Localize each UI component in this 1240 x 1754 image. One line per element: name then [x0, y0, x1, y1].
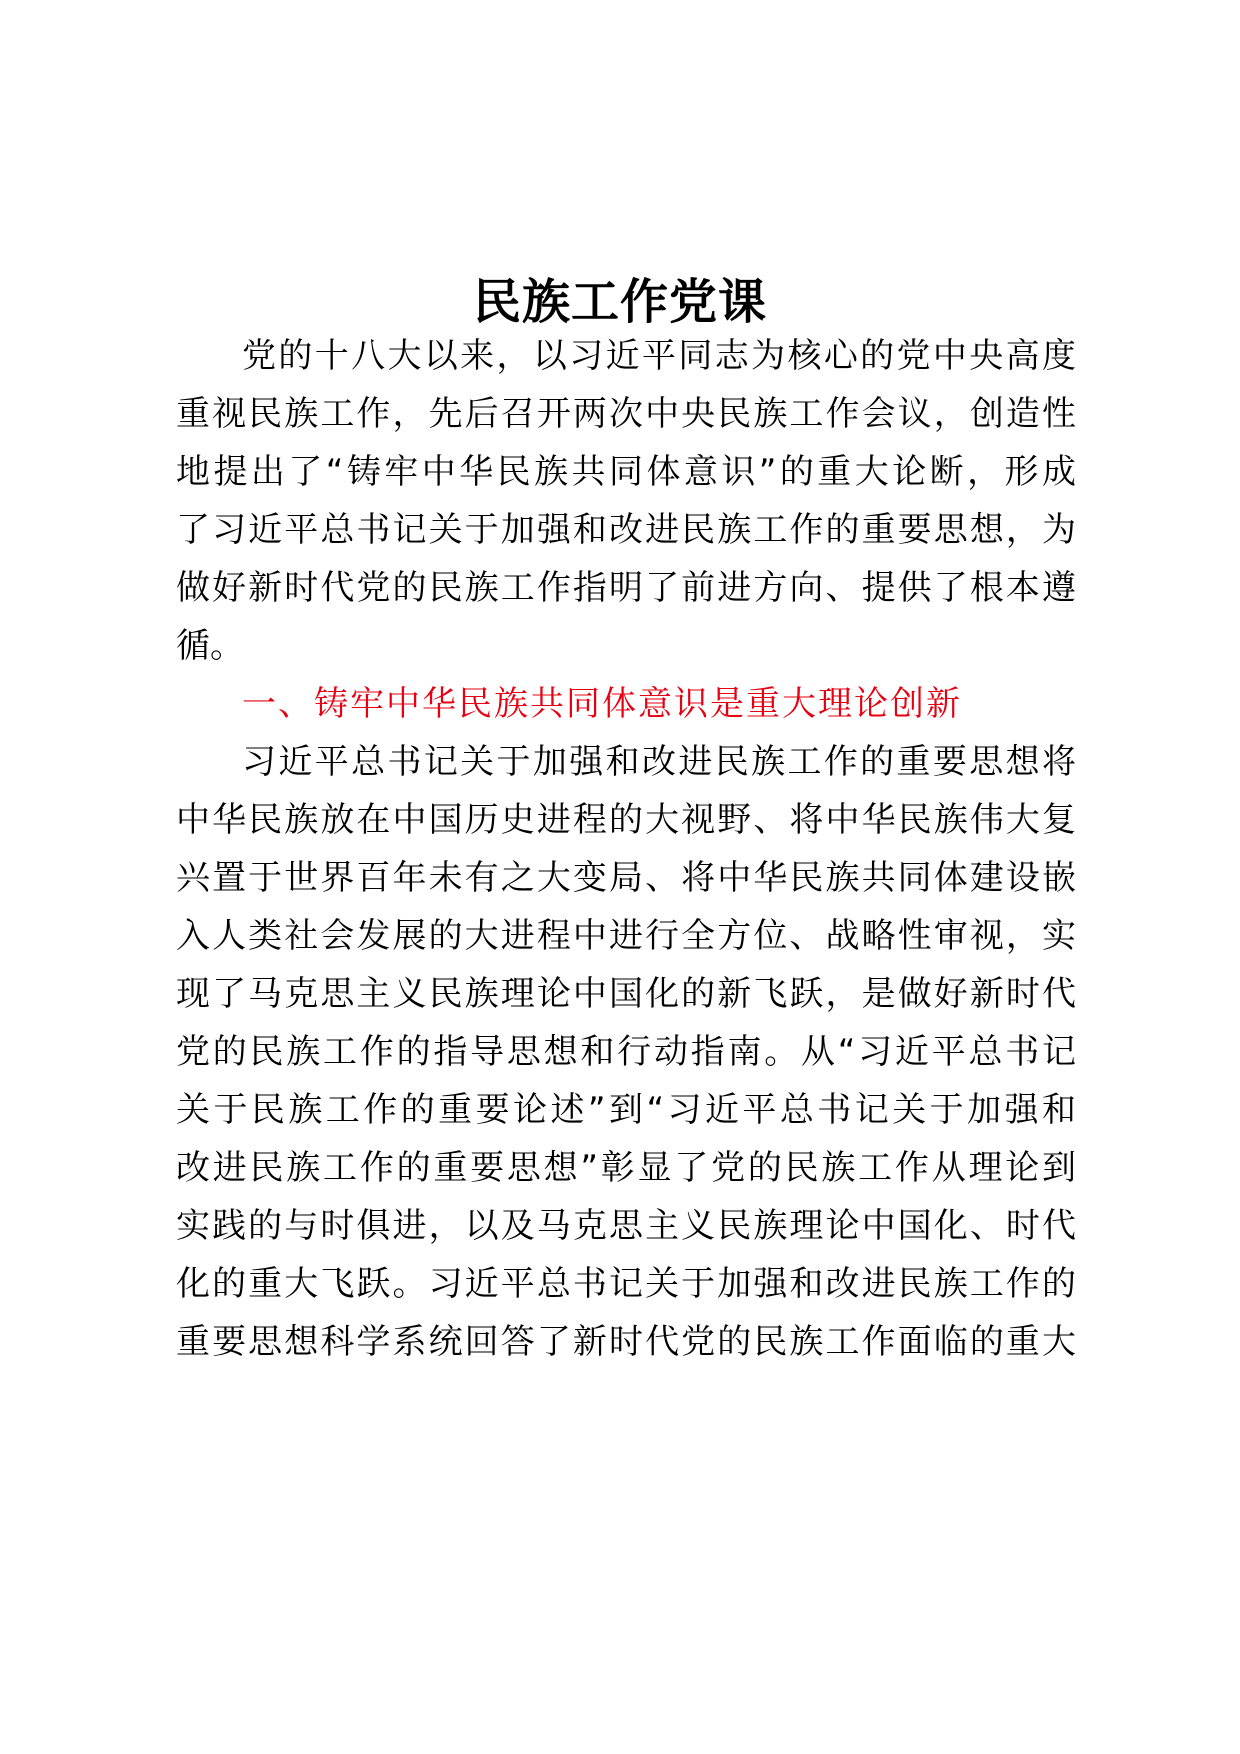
paragraph-2-line-11: 重要思想科学系统回答了新时代党的民族工作面临的重大	[176, 1322, 1076, 1362]
paragraph-2-line-8: 改进民族工作的重要思想”彰显了党的民族工作从理论到	[176, 1148, 1076, 1188]
section-heading-1: 一、铸牢中华民族共同体意识是重大理论创新	[242, 684, 962, 724]
paragraph-2-line-7: 关于民族工作的重要论述”到“习近平总书记关于加强和	[176, 1090, 1076, 1130]
paragraph-1-line-5: 做好新时代党的民族工作指明了前进方向、提供了根本遵	[176, 568, 1076, 608]
paragraph-2-line-2: 中华民族放在中国历史进程的大视野、将中华民族伟大复	[176, 800, 1076, 840]
document-title: 民族工作党课	[472, 274, 767, 330]
paragraph-2-line-4: 入人类社会发展的大进程中进行全方位、战略性审视，实	[176, 916, 1076, 956]
paragraph-1-line-1: 党的十八大以来，以习近平同志为核心的党中央高度	[242, 336, 1076, 376]
paragraph-1-line-6: 循。	[176, 626, 244, 666]
paragraph-1-line-3: 地提出了“铸牢中华民族共同体意识”的重大论断，形成	[176, 452, 1076, 492]
paragraph-2-line-1: 习近平总书记关于加强和改进民族工作的重要思想将	[242, 742, 1076, 782]
paragraph-2-line-10: 化的重大飞跃。习近平总书记关于加强和改进民族工作的	[176, 1264, 1076, 1304]
paragraph-2-line-3: 兴置于世界百年未有之大变局、将中华民族共同体建设嵌	[176, 858, 1076, 898]
paragraph-2-line-9: 实践的与时俱进，以及马克思主义民族理论中国化、时代	[176, 1206, 1076, 1246]
paragraph-1-line-4: 了习近平总书记关于加强和改进民族工作的重要思想，为	[176, 510, 1076, 550]
paragraph-2-line-6: 党的民族工作的指导思想和行动指南。从“习近平总书记	[176, 1032, 1076, 1072]
paragraph-1-line-2: 重视民族工作，先后召开两次中央民族工作会议，创造性	[176, 394, 1076, 434]
paragraph-2-line-5: 现了马克思主义民族理论中国化的新飞跃，是做好新时代	[176, 974, 1076, 1014]
